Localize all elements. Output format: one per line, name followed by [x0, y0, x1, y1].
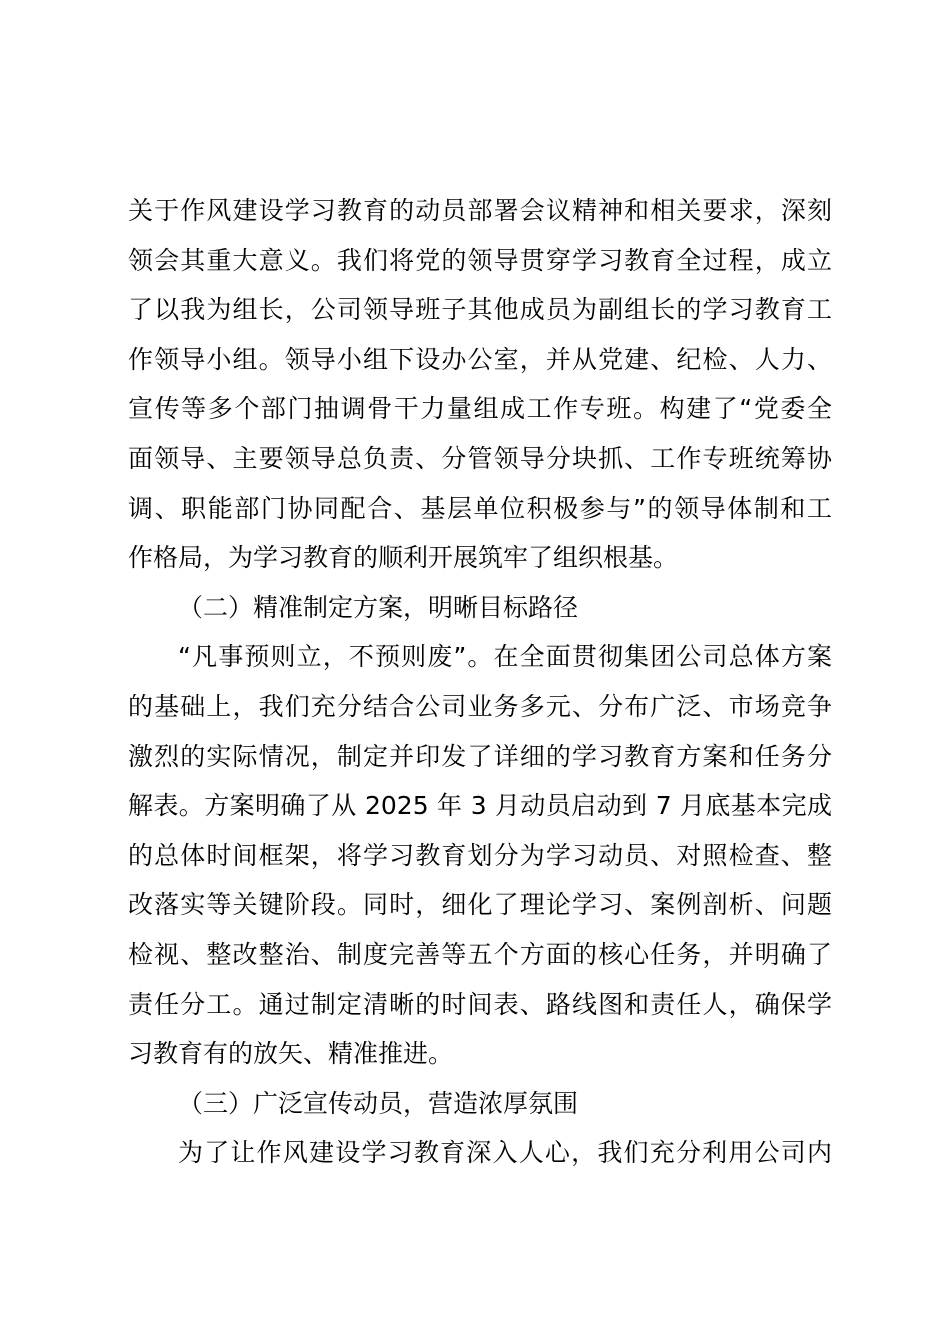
text-line: “凡事预则立，不预则废”。在全面贯彻集团公司总体方案	[178, 642, 832, 672]
text-line: 解表。方案明确了从 2025 年 3 月动员启动到 7 月底基本完成	[128, 791, 832, 821]
text-line: 了以我为组长，公司领导班子其他成员为副组长的学习教育工	[128, 295, 832, 325]
text-line: 责任分工。通过制定清晰的时间表、路线图和责任人，确保学	[128, 989, 832, 1019]
text-line: 激烈的实际情况，制定并印发了详细的学习教育方案和任务分	[128, 741, 832, 771]
text-line: 的总体时间框架，将学习教育划分为学习动员、对照检查、整	[128, 840, 832, 870]
text-line: 作领导小组。领导小组下设办公室，并从党建、纪检、人力、	[128, 344, 832, 374]
text-line: 改落实等关键阶段。同时，细化了理论学习、案例剖析、问题	[128, 890, 832, 920]
text-line: 习教育有的放矢、精准推进。	[128, 1039, 454, 1069]
text-line: 检视、整改整治、制度完善等五个方面的核心任务，并明确了	[128, 939, 832, 969]
text-line: 面领导、主要领导总负责、分管领导分块抓、工作专班统筹协	[128, 443, 832, 473]
section-heading: （二）精准制定方案，明晰目标路径	[178, 592, 579, 622]
document-body	[128, 186, 832, 1178]
text-line: 宣传等多个部门抽调骨干力量组成工作专班。构建了“党委全	[128, 394, 832, 424]
text-line: 领会其重大意义。我们将党的领导贯穿学习教育全过程，成立	[128, 245, 832, 275]
text-line: 的基础上，我们充分结合公司业务多元、分布广泛、市场竞争	[128, 691, 832, 721]
text-line: 作格局，为学习教育的顺利开展筑牢了组织根基。	[128, 543, 679, 573]
text-line: 调、职能部门协同配合、基层单位积极参与”的领导体制和工	[128, 493, 832, 523]
text-line: 为了让作风建设学习教育深入人心，我们充分利用公司内	[178, 1138, 832, 1168]
section-heading: （三）广泛宣传动员，营造浓厚氛围	[178, 1088, 579, 1118]
text-line: 关于作风建设学习教育的动员部署会议精神和相关要求，深刻	[128, 196, 832, 225]
